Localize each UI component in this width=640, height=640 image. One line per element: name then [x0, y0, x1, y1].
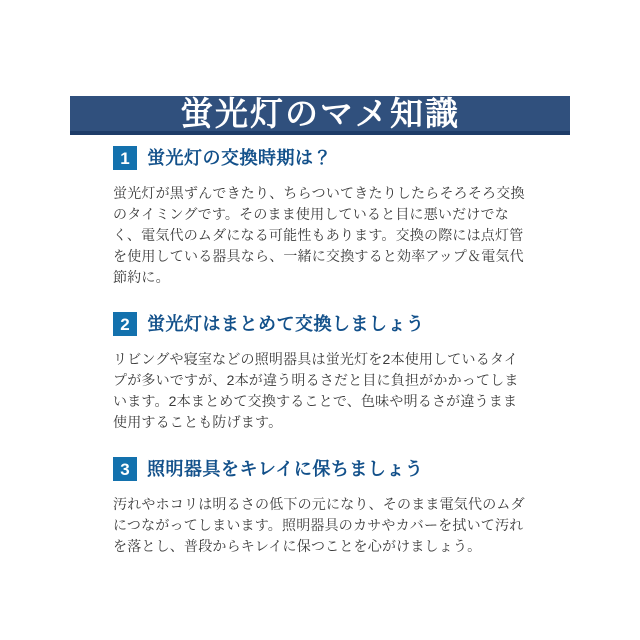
tip-section-2	[113, 312, 528, 433]
section-heading	[113, 146, 528, 170]
tip-section-3	[113, 457, 528, 557]
section-body: 汚れやホコリは明るさの低下の元になり、そのまま電気代のムダにつながってしまいます。照明器具のカサやカバーを拭いて汚れを落とし、普段からキレイに保つことを心がけましょう。	[113, 496, 525, 554]
number-badge: 2	[113, 312, 137, 336]
section-title: 照明器具をキレイに保ちましょう	[147, 459, 424, 479]
header-banner	[70, 96, 570, 135]
tip-section-1	[113, 146, 528, 288]
section-heading	[113, 312, 528, 336]
section-title: 蛍光灯の交換時期は？	[147, 148, 332, 168]
number-badge: 1	[113, 146, 137, 170]
number-badge: 3	[113, 457, 137, 481]
page-title: 蛍光灯のマメ知識	[180, 95, 460, 132]
section-body: リビングや寝室などの照明器具は蛍光灯を2本使用しているタイプが多いですが、2本が違う明るさだと目に負担がかかってしまいます。2本まとめて交換することで、色味や明るさが違うまま使用することも防げます。	[113, 351, 519, 430]
section-body: 蛍光灯が黒ずんできたり、ちらついてきたりしたらそろそろ交換のタイミングです。そのまま使用していると目に悪いだけでなく、電気代のムダになる可能性もあります。交換の際には点灯管を使用している器具なら、一緒に交換すると効率アップ＆電気代節約に。	[113, 185, 525, 285]
sections-container	[70, 135, 570, 557]
section-title: 蛍光灯はまとめて交換しましょう	[147, 314, 425, 334]
section-heading	[113, 457, 528, 481]
tips-card	[70, 96, 570, 557]
